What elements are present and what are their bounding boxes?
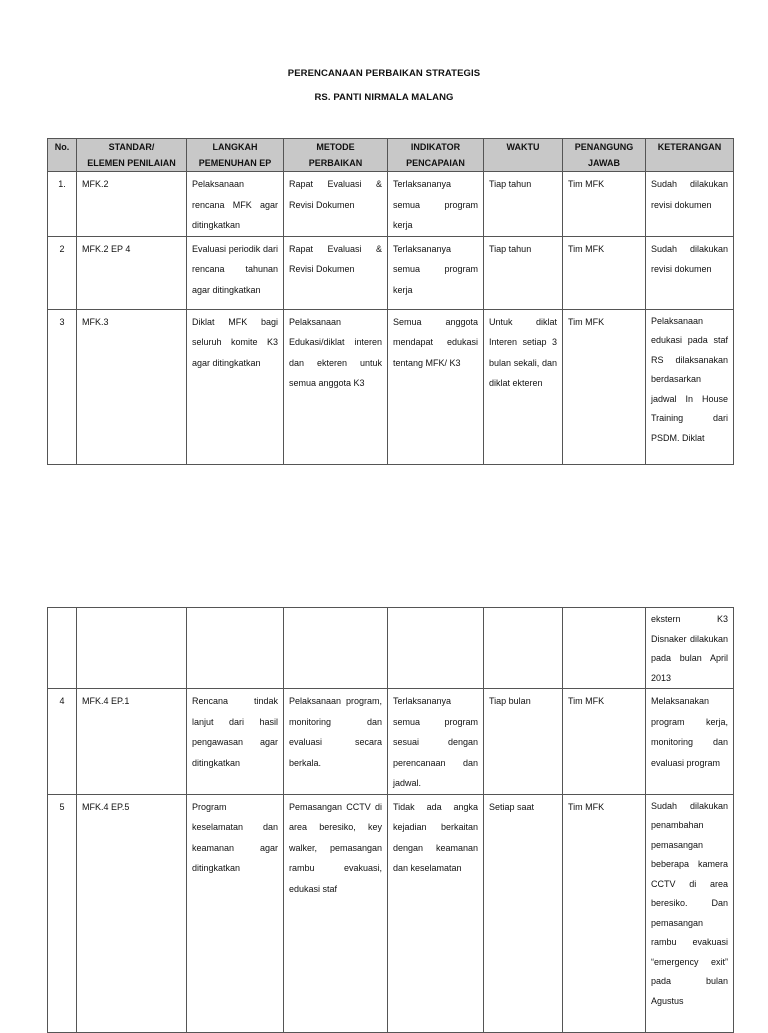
table-row: [48, 172, 734, 237]
cell-metode: Rapat Evaluasi & Revisi Dokumen: [284, 172, 388, 237]
header-standar: STANDAR/ ELEMEN PENILAIAN: [77, 139, 187, 172]
cell-penanggung-jawab: Tim MFK: [563, 689, 646, 795]
cell-standar: MFK.4 EP.1: [77, 689, 187, 795]
table-header-row: [48, 139, 734, 172]
cell-standar: [77, 608, 187, 689]
cell-no: 1.: [48, 172, 77, 237]
cell-keterangan: Melaksanakan program kerja, monitoring dan evaluasi program: [646, 689, 734, 795]
header-langkah: LANGKAH PEMENUHAN EP: [187, 139, 284, 172]
strategy-table: [47, 138, 734, 465]
cell-keterangan: Sudah dilakukan penambahan pemasangan beberapa kamera CCTV di area beresiko. Dan pemasangan rambu evakuasi “emergency exit” pada bulan Agustus: [646, 794, 734, 1032]
cell-waktu: Untuk diklat Interen setiap 3 bulan sekali, dan diklat ekteren: [484, 309, 563, 464]
cell-penanggung-jawab: [563, 608, 646, 689]
header-penanggung-jawab: PENANGUNG JAWAB: [563, 139, 646, 172]
document-subtitle: RS. PANTI NIRMALA MALANG: [314, 92, 454, 103]
cell-no: [48, 608, 77, 689]
cell-indikator: Tidak ada angka kejadian berkaitan dengan keamanan dan keselamatan: [388, 794, 484, 1032]
table-row: [48, 309, 734, 464]
cell-penanggung-jawab: Tim MFK: [563, 309, 646, 464]
cell-waktu: Setiap saat: [484, 794, 563, 1032]
cell-indikator: Terlaksananya semua program kerja: [388, 172, 484, 237]
header-no: No.: [48, 139, 77, 172]
header-indikator: INDIKATOR PENCAPAIAN: [388, 139, 484, 172]
cell-langkah: [187, 608, 284, 689]
cell-indikator: Terlaksananya semua program sesuai dengan perencanaan dan jadwal.: [388, 689, 484, 795]
cell-no: 3: [48, 309, 77, 464]
cell-standar: MFK.2: [77, 172, 187, 237]
header-keterangan: KETERANGAN: [646, 139, 734, 172]
table-row: [48, 794, 734, 1032]
table-row: [48, 608, 734, 689]
cell-metode: Pemasangan CCTV di area beresiko, key walker, pemasangan rambu evakuasi, edukasi staf: [284, 794, 388, 1032]
cell-no: 4: [48, 689, 77, 795]
strategy-table-continued: [47, 607, 734, 1033]
cell-waktu: Tiap tahun: [484, 236, 563, 309]
cell-langkah: Rencana tindak lanjut dari hasil pengawasan agar ditingkatkan: [187, 689, 284, 795]
cell-metode: Rapat Evaluasi & Revisi Dokumen: [284, 236, 388, 309]
cell-standar: MFK.3: [77, 309, 187, 464]
cell-standar: MFK.4 EP.5: [77, 794, 187, 1032]
cell-penanggung-jawab: Tim MFK: [563, 236, 646, 309]
cell-metode: [284, 608, 388, 689]
cell-indikator: Terlaksananya semua program kerja: [388, 236, 484, 309]
cell-waktu: Tiap bulan: [484, 689, 563, 795]
table-row: [48, 689, 734, 795]
cell-langkah: Pelaksanaan rencana MFK agar ditingkatkan: [187, 172, 284, 237]
cell-no: 5: [48, 794, 77, 1032]
cell-metode: Pelaksanaan program, monitoring dan evaluasi secara berkala.: [284, 689, 388, 795]
cell-keterangan: ekstern K3 Disnaker dilakukan pada bulan April 2013: [646, 608, 734, 689]
cell-penanggung-jawab: Tim MFK: [563, 794, 646, 1032]
document-title: PERENCANAAN PERBAIKAN STRATEGIS: [287, 68, 481, 79]
cell-langkah: Diklat MFK bagi seluruh komite K3 agar ditingkatkan: [187, 309, 284, 464]
table-row: [48, 236, 734, 309]
cell-keterangan: Sudah dilakukan revisi dokumen: [646, 172, 734, 237]
cell-no: 2: [48, 236, 77, 309]
cell-waktu: Tiap tahun: [484, 172, 563, 237]
cell-penanggung-jawab: Tim MFK: [563, 172, 646, 237]
cell-metode: Pelaksanaan Edukasi/diklat interen dan ekteren untuk semua anggota K3: [284, 309, 388, 464]
cell-langkah: Program keselamatan dan keamanan agar ditingkatkan: [187, 794, 284, 1032]
cell-standar: MFK.2 EP 4: [77, 236, 187, 309]
header-waktu: WAKTU: [484, 139, 563, 172]
cell-indikator: [388, 608, 484, 689]
header-metode: METODE PERBAIKAN: [284, 139, 388, 172]
cell-langkah: Evaluasi periodik dari rencana tahunan agar ditingkatkan: [187, 236, 284, 309]
cell-waktu: [484, 608, 563, 689]
cell-keterangan: Pelaksanaan edukasi pada staf RS dilaksanakan berdasarkan jadwal In House Training dari PSDM. Diklat: [646, 309, 734, 464]
cell-keterangan: Sudah dilakukan revisi dokumen: [646, 236, 734, 309]
cell-indikator: Semua anggota mendapat edukasi tentang MFK/ K3: [388, 309, 484, 464]
